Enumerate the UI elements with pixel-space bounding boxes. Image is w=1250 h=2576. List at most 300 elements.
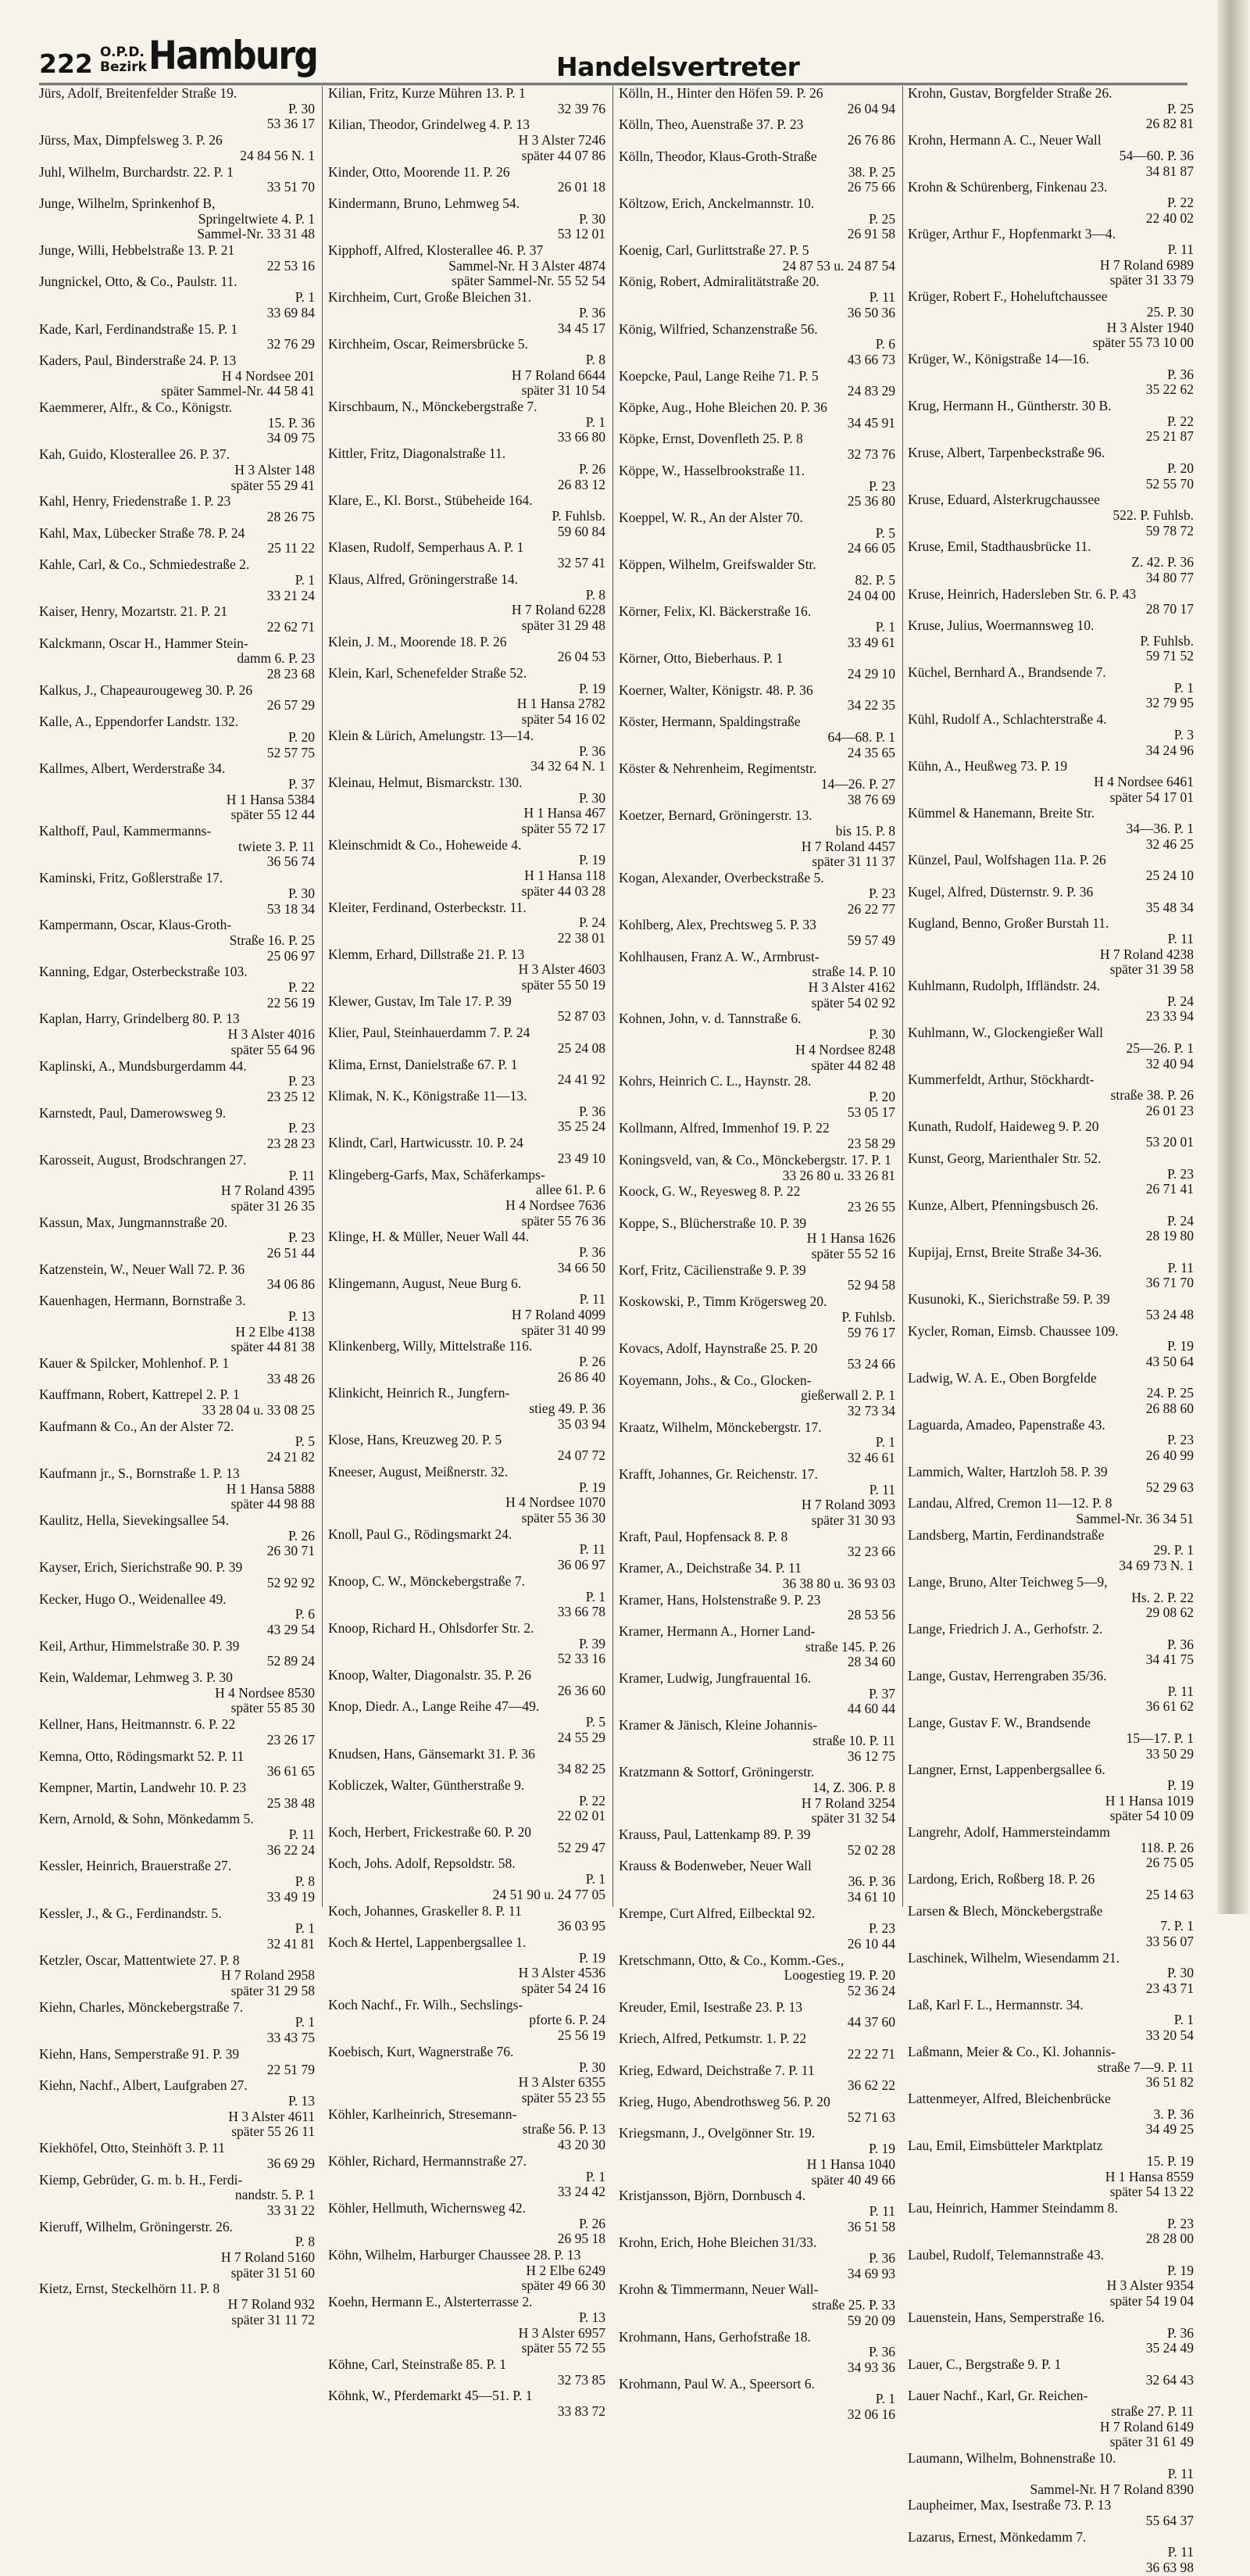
directory-entry (39, 683, 316, 714)
directory-entry (39, 871, 316, 917)
entry-name-line: Kramer, Hermann A., Horner Land- (619, 1623, 816, 1639)
entry-name-line: Kratzmann & Sottorf, Gröningerstr. (619, 1764, 815, 1780)
directory-entry (908, 618, 1195, 664)
entry-name-line: Krohn & Schürenberg, Finkenau 23. (908, 179, 1108, 195)
entry-detail-line: P. 1 (295, 571, 315, 588)
column-divider (612, 86, 613, 1907)
entry-name-line: Köpke, Ernst, Dovenfleth 25. P. 8 (619, 431, 803, 447)
entry-detail-line: 36 69 29 (266, 2155, 315, 2171)
entry-detail-line: 53 24 66 (847, 1355, 895, 1372)
entry-name-line: Langner, Ernst, Lappenbergsallee 6. (908, 1762, 1105, 1778)
entry-detail-line: P. Fuhlsb. (552, 507, 605, 524)
entry-name-line: Kunath, Rudolf, Haideweg 9. P. 20 (908, 1118, 1099, 1135)
directory-entry (619, 808, 897, 870)
entry-name-line: Jürs, Adolf, Breitenfelder Straße 19. (39, 85, 238, 101)
entry-name-line: Kiehn, Hans, Semperstraße 91. P. 39 (39, 2045, 240, 2062)
entry-name-line: Kaulitz, Hella, Sievekingsallee 54. (39, 1512, 229, 1528)
entry-detail-line: 25 24 08 (557, 1039, 605, 1056)
entry-detail-line: P. 1 (875, 2391, 895, 2407)
entry-name-line: Klein, Karl, Schenefelder Straße 52. (328, 665, 527, 682)
entry-detail-line: 32 06 16 (847, 2406, 895, 2423)
entry-detail-line: 25 06 97 (266, 947, 315, 964)
entry-detail-line: P. 11 (1167, 930, 1194, 946)
entry-detail-line: 33 26 80 u. 33 26 81 (782, 1167, 895, 1183)
directory-entry (908, 916, 1195, 978)
entry-name-line: Kleiter, Ferdinand, Osterbeckstr. 11. (328, 899, 527, 915)
entry-name-line: Kauer & Spilcker, Mohlenhof. P. 1 (39, 1354, 230, 1371)
entry-detail-line: 64—68. P. 1 (827, 728, 895, 745)
entry-detail-line: 15—17. P. 1 (1126, 1730, 1194, 1746)
entry-name-line: Kauenhagen, Hermann, Bornstraße 3. (39, 1293, 246, 1309)
directory-entry (39, 636, 316, 682)
entry-detail-line: H 3 Alster 1940 (1106, 319, 1194, 335)
directory-entry (328, 900, 607, 946)
entry-detail-line: straße 56. P. 13 (522, 2121, 605, 2138)
entry-detail-line: 23 28 23 (266, 1136, 315, 1152)
directory-entry (328, 1998, 607, 2044)
entry-name-line: Kiemp, Gebrüder, G. m. b. H., Ferdi- (39, 2171, 243, 2188)
entry-detail-line: P. 23 (288, 1073, 315, 1089)
entry-name-line: Langrehr, Adolf, Hammersteindamm (908, 1824, 1110, 1841)
entry-detail-line: später 54 16 02 (521, 711, 605, 728)
entry-name-line: Krüger, Robert F., Hoheluftchaussee (908, 288, 1108, 305)
entry-detail-line: später 31 26 35 (230, 1197, 315, 1214)
entry-name-line: Krüger, Arthur F., Hopfenmarkt 3—4. (908, 226, 1116, 242)
entry-name-line: Kaiser, Henry, Mozartstr. 21. P. 21 (39, 603, 228, 620)
entry-detail-line: P. 36 (1166, 366, 1194, 382)
entry-name-line: Köhn, Wilhelm, Harburger Chaussee 28. P. 13 (328, 2247, 581, 2263)
directory-entry (39, 400, 316, 446)
entry-detail-line: P. 30 (1166, 1965, 1194, 1981)
directory-entry (328, 86, 607, 116)
entry-detail-line: H 7 Roland 6644 (511, 367, 605, 383)
entry-detail-line: 26 95 18 (557, 2231, 605, 2247)
entry-name-line: Junge, Willi, Hebbelstraße 13. P. 21 (39, 242, 235, 259)
entry-detail-line: P. 19 (578, 1949, 605, 1966)
entry-detail-line: P. 11 (869, 1481, 895, 1497)
entry-detail-line: 26 88 60 (1145, 1401, 1194, 1417)
entry-detail-line: 14, Z. 306. P. 8 (812, 1779, 895, 1795)
entry-name-line: Krohmann, Hans, Gerhofstraße 18. (619, 2328, 811, 2345)
entry-detail-line: 24 55 29 (557, 1729, 605, 1745)
page-gutter (1217, 0, 1250, 1914)
entry-name-line: Kohrs, Heinrich C. L., Haynstr. 28. (619, 1073, 812, 1089)
entry-detail-line: später 55 50 19 (521, 977, 605, 993)
entry-name-line: Klasen, Rudolf, Semperhaus A. P. 1 (328, 539, 524, 556)
entry-name-line: Koningsveld, van, & Co., Mönckebergstr. 17. P. 1 (619, 1151, 891, 1168)
directory-entry (328, 1433, 607, 1463)
directory-entry (619, 557, 897, 603)
entry-detail-line: 26 40 99 (1145, 1447, 1194, 1464)
entry-detail-line: P. 23 (1166, 1432, 1194, 1448)
entry-name-line: Köhler, Hellmuth, Wichernsweg 42. (328, 2199, 526, 2216)
directory-entry (908, 180, 1195, 226)
directory-entry (39, 2047, 316, 2077)
directory-entry (908, 712, 1195, 758)
entry-detail-line: H 1 Hansa 2782 (516, 696, 605, 712)
entry-name-line: Junge, Wilhelm, Sprinkenhof B, (39, 195, 216, 211)
entry-detail-line: 26 83 12 (557, 476, 605, 492)
entry-name-line: Kühl, Rudolf A., Schlachterstraße 4. (908, 711, 1107, 728)
entry-detail-line: 33 49 61 (847, 634, 895, 650)
entry-detail-line: P. 1 (295, 1920, 315, 1937)
directory-entry (328, 1668, 607, 1698)
entry-detail-line: 34 66 50 (557, 1259, 605, 1275)
directory-entry (908, 133, 1195, 179)
entry-detail-line: später 31 33 79 (1109, 272, 1194, 288)
entry-detail-line: 59 57 49 (847, 932, 895, 948)
entry-name-line: Kah, Guido, Klosterallee 26. P. 37. (39, 446, 230, 463)
entry-detail-line: P. 11 (288, 1826, 315, 1843)
entry-detail-line: P. 8 (585, 351, 605, 367)
directory-entry (908, 539, 1195, 585)
entry-detail-line: P. 11 (1167, 242, 1194, 258)
entry-detail-line: später 44 82 48 (811, 1057, 895, 1073)
entry-name-line: Kovacs, Adolf, Haynstraße 25. P. 20 (619, 1340, 818, 1357)
entry-detail-line: H 3 Alster 148 (234, 461, 315, 478)
entry-detail-line: 32 39 76 (557, 100, 605, 116)
directory-entry (328, 493, 607, 539)
entry-detail-line: später 55 36 30 (521, 1509, 605, 1526)
entry-detail-line: 26 01 23 (1145, 1102, 1194, 1118)
directory-entry (908, 86, 1195, 132)
entry-name-line: Kleinau, Helmut, Bismarckstr. 130. (328, 774, 523, 790)
entry-detail-line: 34 82 25 (557, 1761, 605, 1777)
entry-detail-line: 34 06 86 (266, 1276, 315, 1293)
entry-detail-line: 53 05 17 (847, 1104, 895, 1120)
entry-detail-line: 24 84 56 N. 1 (240, 147, 315, 163)
entry-detail-line: 36 50 36 (847, 304, 895, 320)
entry-name-line: Kruse, Emil, Stadthausbrücke 11. (908, 538, 1091, 555)
entry-detail-line: 32 76 29 (266, 336, 315, 352)
entry-name-line: Klemm, Erhard, Dillstraße 21. P. 13 (328, 946, 525, 962)
entry-detail-line: allee 61. P. 6 (536, 1182, 605, 1198)
entry-name-line: Keil, Arthur, Himmelstraße 30. P. 39 (39, 1637, 240, 1654)
directory-entry (39, 1513, 316, 1559)
entry-detail-line: 36 56 74 (266, 853, 315, 870)
entry-detail-line: stieg 49. P. 36 (529, 1401, 605, 1417)
directory-entry (39, 2141, 316, 2171)
district-label (100, 45, 147, 75)
directory-entry (328, 446, 607, 492)
entry-detail-line: nandstr. 5. P. 1 (234, 2187, 315, 2203)
directory-entry (619, 117, 897, 148)
directory-entry (619, 1420, 897, 1466)
page-header (39, 20, 1188, 85)
entry-name-line: Kogan, Alexander, Overbeckstraße 5. (619, 870, 824, 886)
entry-name-line: Kruse, Heinrich, Hadersleben Str. 6. P. 43 (908, 585, 1137, 602)
column-divider (322, 86, 323, 1907)
entry-name-line: Köhler, Karlheinrich, Stresemann- (328, 2106, 517, 2122)
entry-name-line: Kirschbaum, N., Mönckebergstraße 7. (328, 399, 538, 415)
entry-detail-line: straße 145. P. 26 (805, 1638, 895, 1655)
directory-entry (619, 1671, 897, 1717)
directory-entry (39, 1466, 316, 1512)
entry-detail-line: 32 73 85 (557, 2371, 605, 2388)
entry-name-line: Landau, Alfred, Cremon 11—12. P. 8 (908, 1495, 1112, 1512)
entry-detail-line: 36 03 95 (557, 1918, 605, 1934)
entry-detail-line: später 31 51 60 (230, 2264, 315, 2281)
entry-detail-line: 59 60 84 (557, 523, 605, 539)
entry-detail-line: 33 48 26 (266, 1370, 315, 1386)
entry-detail-line: P. 36 (868, 2250, 895, 2267)
entry-name-line: Krauss & Bodenweber, Neuer Wall (619, 1858, 812, 1874)
directory-entry (619, 918, 897, 948)
directory-entry (39, 1812, 316, 1858)
entry-detail-line: straße 25. P. 33 (812, 2297, 895, 2313)
entry-name-line: Ketzler, Oscar, Mattentwiete 27. P. 8 (39, 1952, 240, 1968)
directory-entry (619, 1294, 897, 1340)
entry-name-line: Kuhlmann, W., Glockengießer Wall (908, 1025, 1104, 1041)
entry-name-line: Kunze, Albert, Pfenningsbusch 26. (908, 1197, 1098, 1213)
entry-detail-line: H 1 Hansa 5384 (226, 791, 315, 807)
entry-detail-line: 34 93 36 (847, 2359, 895, 2375)
directory-entry (328, 775, 607, 837)
directory-entry (39, 2000, 316, 2046)
entry-detail-line: 33 50 29 (1145, 1745, 1194, 1762)
entry-detail-line: P. 11 (1167, 2544, 1194, 2560)
directory-entry (908, 2310, 1195, 2356)
entry-detail-line: 28 19 80 (1145, 1228, 1194, 1244)
entry-detail-line: H 7 Roland 4238 (1099, 946, 1194, 962)
entry-detail-line: später 31 32 54 (811, 1810, 895, 1826)
entry-detail-line: 34 81 87 (1145, 163, 1194, 179)
entry-detail-line: 26 86 40 (557, 1368, 605, 1385)
entry-name-line: Kölln, Theo, Auenstraße 37. P. 23 (619, 116, 804, 133)
entry-name-line: Krug, Hermann H., Güntherstr. 30 B. (908, 398, 1112, 414)
entry-name-line: Lange, Friedrich J. A., Gerhofstr. 2. (908, 1620, 1103, 1637)
directory-entry (328, 728, 607, 775)
entry-name-line: Kecker, Hugo O., Weidenallee 49. (39, 1590, 227, 1607)
directory-entry (619, 1906, 897, 1952)
entry-detail-line: 26 75 66 (847, 179, 895, 195)
entry-detail-line: P. 13 (288, 2093, 315, 2109)
section-title: Handelsvertreter (556, 52, 800, 82)
directory-entry (39, 322, 316, 352)
directory-entry (908, 2045, 1195, 2091)
entry-name-line: Kirchheim, Curt, Große Bleichen 31. (328, 289, 532, 306)
directory-entry (328, 2248, 607, 2294)
entry-name-line: Koch & Hertel, Lappenbergsallee 1. (328, 1934, 527, 1950)
directory-entry (619, 2063, 897, 2094)
directory-entry (328, 1825, 607, 1855)
directory-entry (328, 994, 607, 1025)
entry-name-line: Kramer, Ludwig, Jungfrauental 16. (619, 1670, 812, 1687)
directory-entry (619, 369, 897, 399)
directory-entry (328, 1276, 607, 1338)
entry-name-line: Larsen & Blech, Mönckebergstraße (908, 1902, 1103, 1919)
entry-detail-line: 26 51 44 (266, 1245, 315, 1261)
entry-detail-line: 26 82 81 (1145, 116, 1194, 132)
entry-detail-line: später 54 13 22 (1109, 2184, 1194, 2200)
entry-detail-line: P. 11 (1167, 2465, 1194, 2481)
entry-detail-line: 55 64 37 (1145, 2512, 1194, 2528)
directory-entry (908, 1872, 1195, 1902)
entry-detail-line: 28 28 00 (1145, 2231, 1194, 2247)
directory-entry (908, 1119, 1195, 1150)
entry-detail-line: 32 57 41 (557, 555, 605, 571)
entry-name-line: Köster, Hermann, Spaldingstraße (619, 714, 801, 730)
entry-detail-line: später 55 26 11 (231, 2123, 315, 2140)
entry-name-line: Lardong, Erich, Roßberg 18. P. 26 (908, 1871, 1095, 1887)
entry-detail-line: 26 10 44 (847, 1935, 895, 1952)
entry-name-line: Laß, Karl F. L., Hermannstr. 34. (908, 1996, 1084, 2012)
entry-detail-line: 32 40 94 (1145, 1055, 1194, 1072)
directory-entry (908, 885, 1195, 915)
entry-detail-line: P. 1 (295, 2014, 315, 2030)
entry-detail-line: P. 11 (869, 289, 895, 306)
directory-entry (328, 635, 607, 665)
entry-name-line: Klindt, Carl, Hartwicusstr. 10. P. 24 (328, 1135, 523, 1151)
entry-detail-line: H 4 Nordsee 8248 (795, 1041, 895, 1057)
directory-entry (328, 2154, 607, 2200)
entry-detail-line: 33 31 22 (266, 2202, 315, 2218)
entry-name-line: Kümmel & Hanemann, Breite Str. (908, 805, 1095, 821)
entry-name-line: Klein, J. M., Moorende 18. P. 26 (328, 633, 507, 649)
entry-detail-line: H 1 Hansa 1040 (806, 2156, 895, 2172)
entry-detail-line: 32 64 43 (1145, 2371, 1194, 2388)
entry-detail-line: P. 19 (1166, 1776, 1194, 1793)
entry-detail-line: später 55 64 96 (230, 1041, 315, 1057)
directory-entry (619, 1184, 897, 1215)
entry-name-line: Köhnk, W., Pferdemarkt 45—51. P. 1 (328, 2388, 533, 2404)
entry-detail-line: 32 73 76 (847, 446, 895, 463)
entry-detail-line: 35 25 24 (557, 1118, 605, 1135)
entry-detail-line: P. Fuhlsb. (1140, 632, 1194, 649)
entry-detail-line: 36 38 80 u. 36 93 03 (782, 1575, 895, 1591)
entry-name-line: Kruse, Eduard, Alsterkrugchaussee (908, 492, 1100, 508)
entry-detail-line: 52 71 63 (847, 2109, 895, 2125)
entry-detail-line: 25 36 80 (847, 493, 895, 510)
entry-name-line: Jürss, Max, Dimpfelsweg 3. P. 26 (39, 132, 223, 148)
entry-detail-line: Springeltwiete 4. P. 1 (198, 210, 315, 227)
entry-detail-line: 52 87 03 (557, 1008, 605, 1025)
entry-detail-line: 32 73 34 (847, 1403, 895, 1419)
entry-name-line: Kahl, Henry, Friedenstraße 1. P. 23 (39, 493, 231, 510)
entry-detail-line: 25 21 87 (1145, 428, 1194, 445)
entry-detail-line: P. 36 (578, 1244, 605, 1261)
entry-detail-line: 26 22 77 (847, 900, 895, 917)
entry-detail-line: P. 30 (868, 1026, 895, 1043)
entry-name-line: Kern, Arnold, & Sohn, Mönkedamm 5. (39, 1811, 254, 1827)
entry-name-line: Knoop, Richard H., Ohlsdorfer Str. 2. (328, 1619, 534, 1636)
entry-detail-line: P. 37 (868, 1685, 895, 1701)
directory-entry (619, 1263, 897, 1293)
entry-detail-line: H 7 Roland 2958 (220, 1967, 315, 1984)
entry-name-line: Kiehn, Nachf., Albert, Laufgraben 27. (39, 2077, 248, 2094)
directory-entry (39, 526, 316, 556)
entry-name-line: Kaufmann & Co., An der Alster 72. (39, 1418, 234, 1434)
directory-entry (619, 651, 897, 682)
entry-detail-line: später 54 24 16 (521, 1980, 605, 1997)
directory-entry (908, 2498, 1195, 2528)
entry-name-line: Kollmann, Alfred, Immenhof 19. P. 22 (619, 1120, 830, 1136)
entry-name-line: Krieg, Edward, Deichstraße 7. P. 11 (619, 2062, 815, 2078)
entry-name-line: Köppen, Wilhelm, Greifswalder Str. (619, 556, 816, 573)
entry-name-line: Lauenstein, Hans, Semperstraße 16. (908, 2309, 1105, 2325)
entry-name-line: Krohn & Timmermann, Neuer Wall- (619, 2281, 819, 2298)
entry-name-line: Kugland, Benno, Großer Burstah 11. (908, 915, 1109, 932)
entry-name-line: Laguarda, Amadeo, Papenstraße 43. (908, 1416, 1105, 1433)
entry-name-line: Karosseit, August, Brodschrangen 27. (39, 1151, 247, 1168)
entry-detail-line: H 3 Alster 7246 (518, 132, 605, 148)
entry-detail-line: später 49 66 30 (521, 2277, 605, 2294)
directory-entry (39, 1153, 316, 1215)
entry-detail-line: P. 19 (578, 1479, 605, 1495)
entry-name-line: Kunst, Georg, Marienthaler Str. 52. (908, 1150, 1102, 1166)
entry-detail-line: 33 51 70 (266, 179, 315, 195)
entry-detail-line: 28 53 56 (847, 1607, 895, 1623)
entry-detail-line: P. 25 (868, 210, 895, 227)
entry-name-line: Koock, G. W., Reyesweg 8. P. 22 (619, 1183, 801, 1200)
entry-detail-line: H 2 Elbe 4138 (235, 1323, 315, 1340)
directory-entry (39, 1749, 316, 1780)
entry-detail-line: P. 19 (578, 852, 605, 868)
directory-entry (39, 1419, 316, 1465)
directory-entry (908, 1198, 1195, 1244)
directory-entry (908, 1716, 1195, 1762)
entry-detail-line: 44 37 60 (847, 2014, 895, 2030)
directory-entry (39, 447, 316, 493)
directory-entry (39, 1262, 316, 1293)
entry-name-line: Koerner, Walter, Königstr. 48. P. 36 (619, 682, 813, 698)
directory-entry (908, 2530, 1195, 2576)
directory-entry (908, 1292, 1195, 1322)
directory-entry (908, 1669, 1195, 1715)
entry-name-line: Klewer, Gustav, Im Tale 17. P. 39 (328, 993, 512, 1009)
entry-detail-line: bis 15. P. 8 (835, 823, 895, 839)
entry-detail-line: P. 30 (288, 100, 315, 116)
entry-name-line: Katzenstein, W., Neuer Wall 72. P. 36 (39, 1261, 245, 1277)
entry-detail-line: 34 45 17 (557, 320, 605, 336)
directory-entry (619, 2282, 897, 2328)
entry-detail-line: 53 24 48 (1145, 1306, 1194, 1322)
directory-column-4 (908, 85, 1195, 2576)
entry-name-line: Koehn, Hermann E., Alsterterrasse 2. (328, 2294, 533, 2310)
entry-detail-line: 24 35 65 (847, 744, 895, 760)
entry-detail-line: P. 23 (288, 1229, 315, 1246)
entry-detail-line: 59 71 52 (1145, 648, 1194, 664)
entry-name-line: Knudsen, Hans, Gänsemarkt 31. P. 36 (328, 1745, 535, 1762)
directory-entry (619, 1624, 897, 1670)
directory-entry (328, 1136, 607, 1166)
entry-name-line: Klare, E., Kl. Borst., Stübeheide 164. (328, 492, 533, 509)
entry-detail-line: 32 46 25 (1145, 835, 1194, 852)
directory-entry (39, 1011, 316, 1057)
entry-detail-line: 34 69 73 N. 1 (1119, 1558, 1194, 1574)
directory-entry (619, 86, 897, 116)
directory-entry (908, 1371, 1195, 1417)
entry-detail-line: 33 20 54 (1145, 2027, 1194, 2044)
directory-entry (328, 2201, 607, 2247)
directory-entry (328, 117, 607, 163)
entry-detail-line: 43 50 64 (1145, 1353, 1194, 1369)
entry-name-line: Kaders, Paul, Binderstraße 24. P. 13 (39, 352, 237, 368)
directory-entry (328, 1057, 607, 1088)
entry-detail-line: 59 78 72 (1145, 522, 1194, 538)
entry-detail-line: H 1 Hansa 1626 (806, 1230, 895, 1247)
entry-name-line: Kusunoki, K., Sierichstraße 59. P. 39 (908, 1291, 1110, 1308)
entry-detail-line: 26 30 71 (266, 1543, 315, 1559)
entry-detail-line: 24 51 90 u. 24 77 05 (492, 1886, 605, 1902)
entry-detail-line: pforte 6. P. 24 (529, 2012, 605, 2028)
directory-entry (39, 1356, 316, 1386)
entry-name-line: Kiekhöfel, Otto, Steinhöft 3. P. 11 (39, 2140, 226, 2156)
entry-detail-line: 52 55 70 (1145, 475, 1194, 492)
entry-detail-line: P. 36 (868, 2344, 895, 2360)
directory-entry (328, 1386, 607, 1432)
entry-detail-line: straße 38. P. 26 (1110, 1087, 1194, 1103)
